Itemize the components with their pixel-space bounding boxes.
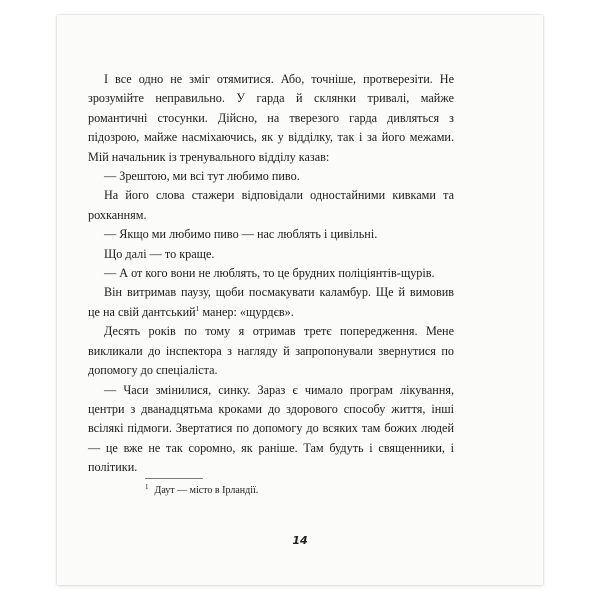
paragraph-text: манер: «щурдєв». <box>199 304 294 319</box>
paragraph: — Зрештою, ми всі тут любимо пиво. <box>104 169 300 184</box>
paragraph-text: Він витримав паузу, щоби посмакувати каламбур. Ще й вимовив це на свій дантський <box>88 285 454 319</box>
paragraph: Що далі — то краще. <box>104 246 215 261</box>
paragraph: — Якщо ми любимо пиво — нас люблять і цивільні. <box>104 227 378 242</box>
footnote-reference[interactable]: 1 <box>195 303 200 313</box>
footnote-text: Даут — місто в Ірландії. <box>154 485 259 496</box>
paragraph-with-footnote-ref <box>88 283 454 322</box>
paragraph: І все одно не зміг отямитися. Або, точніше, протверезіти. Не зрозумійте неправильно. У гарда й склянки тривалі, майже романтичні стосунки. Дійсно, на тверезого гарда дивляться з підозрою, майже насміхаючись, як у відділку, так і за його межами. Мій начальник із тренувального відділу казав: <box>88 72 454 164</box>
footnote <box>145 484 258 498</box>
paragraph: — А от кого вони не люблять, то це брудних поліціянтів-щурів. <box>104 266 435 281</box>
paragraph: — Часи змінилися, синку. Зараз є чимало програм лікування, центри з дванадцятьма кроками до здорового способу життя, інші всілякі підмоги. Звертатися по допомогу до всяких там божих людей — це вже не так соромно, як раніше. Там будуть і священники, і політики. <box>88 382 454 475</box>
paragraph: На його слова стажери відповідали одностайними кивками та рохканням. <box>88 188 454 222</box>
footnote-separator <box>145 478 203 479</box>
paragraph: Десять років по тому я отримав третє попередження. Мене викликали до інспектора з нагляду й запропонували звернутися по допомогу до спеціаліста. <box>88 324 454 378</box>
body-text <box>88 70 454 478</box>
footnote-mark: 1 <box>145 482 149 491</box>
page-number: 14 <box>292 534 308 547</box>
